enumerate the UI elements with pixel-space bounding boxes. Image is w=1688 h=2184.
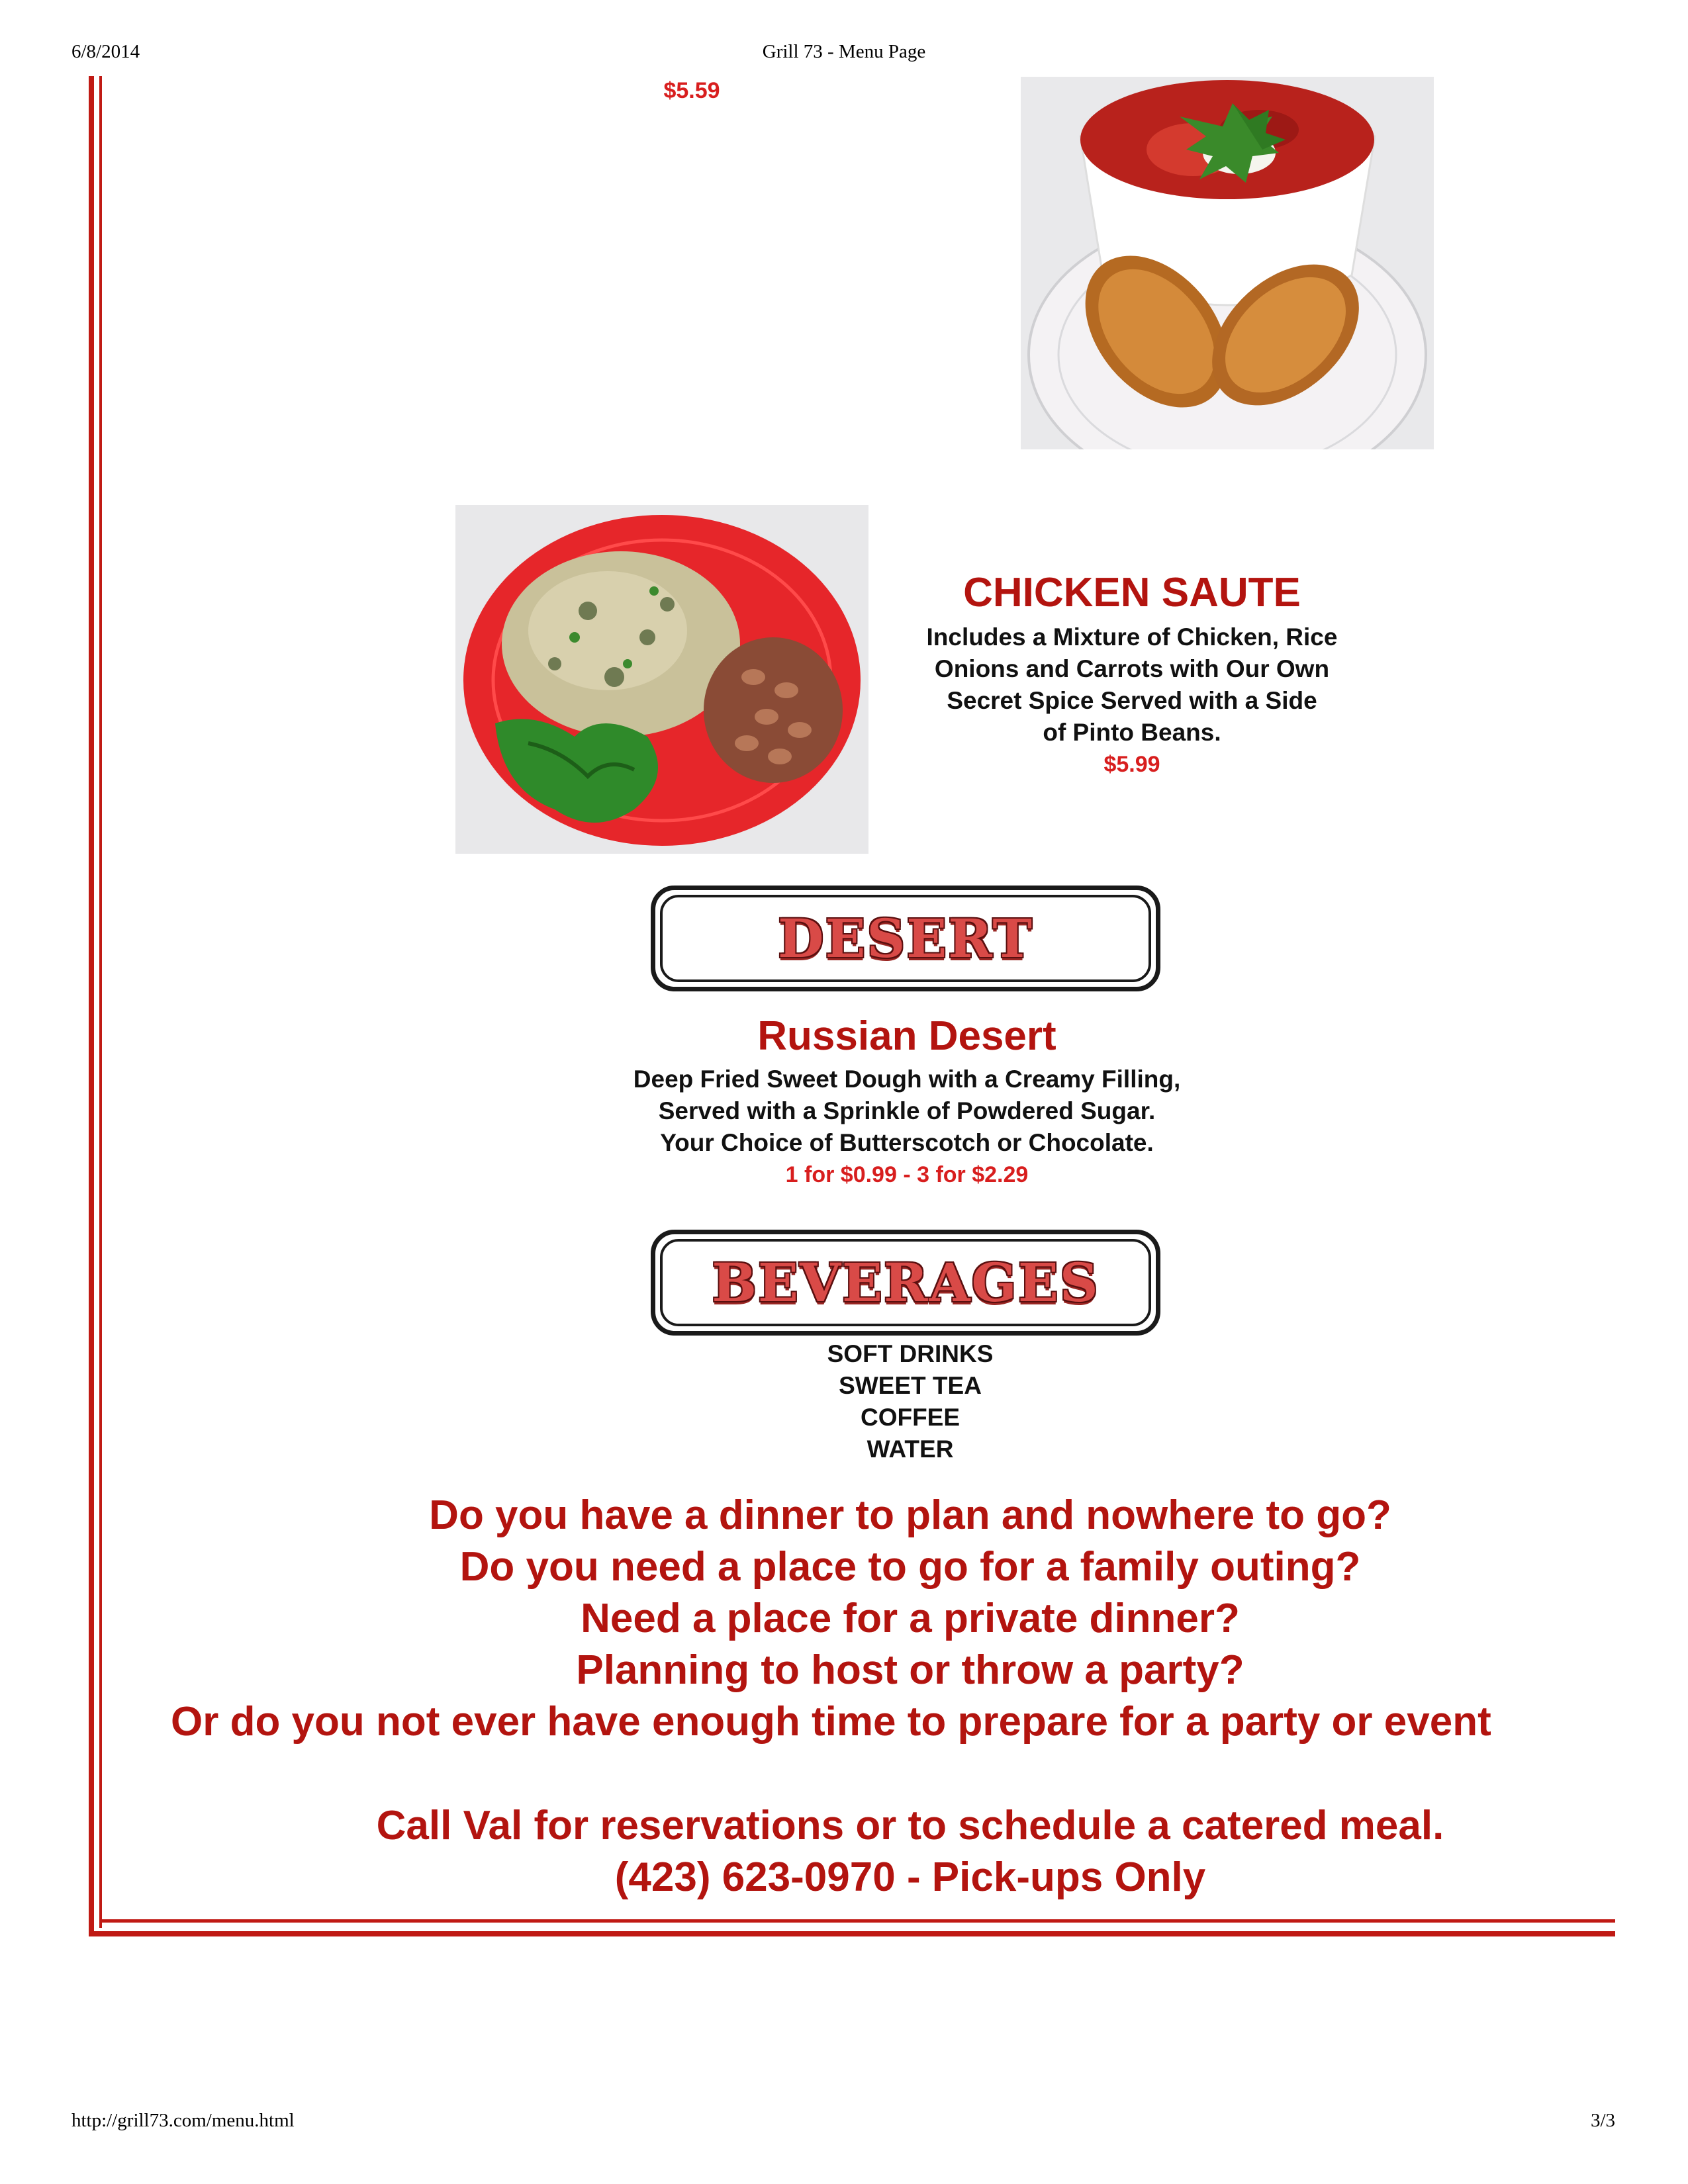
promo-line: Do you have a dinner to plan and nowhere to go?: [429, 1492, 1391, 1538]
beverage-item: WATER: [867, 1435, 954, 1463]
beverages-banner-text: BEVERAGES: [712, 1251, 1100, 1314]
russian-desert-desc-line: Served with a Sprinkle of Powdered Sugar.: [658, 1097, 1156, 1124]
beverage-item: COFFEE: [860, 1404, 961, 1431]
chicken-saute-title: CHICKEN SAUTE: [963, 570, 1301, 615]
left-border-inner: [99, 76, 102, 1928]
print-page-number: 3/3: [1590, 2110, 1615, 2131]
print-date: 6/8/2014: [71, 41, 140, 62]
promo-line: Do you need a place to go for a family outing?: [459, 1544, 1361, 1590]
chicken-saute-price: $5.99: [1103, 752, 1160, 777]
desert-section-banner: [651, 886, 1160, 991]
russian-desert-desc-line: Your Choice of Butterscotch or Chocolate.: [660, 1129, 1154, 1156]
beverages-section-banner: [651, 1230, 1160, 1336]
russian-desert-price: 1 for $0.99 - 3 for $2.29: [785, 1162, 1029, 1187]
russian-desert-desc-line: Deep Fried Sweet Dough with a Creamy Filling,: [633, 1066, 1181, 1093]
desert-banner-text: DESERT: [778, 907, 1033, 970]
bottom-border-inner: [99, 1919, 1615, 1923]
chicken-saute-desc-line: Onions and Carrots with Our Own: [934, 655, 1330, 682]
print-url: http://grill73.com/menu.html: [71, 2110, 295, 2131]
chicken-saute-desc-line: of Pinto Beans.: [1043, 719, 1221, 746]
print-title: Grill 73 - Menu Page: [762, 41, 926, 62]
promo-line-event: Or do you not ever have enough time to prepare for a party or event: [171, 1699, 1491, 1745]
beverage-item: SOFT DRINKS: [827, 1340, 994, 1367]
chicken-saute-photo: [455, 505, 868, 854]
russian-desert-title: Russian Desert: [757, 1013, 1056, 1059]
borscht-photo: [1021, 77, 1434, 449]
promo-call-text: Call Val for reservations or to schedule a catered meal.: [376, 1803, 1444, 1848]
previous-item-price: $5.59: [663, 78, 720, 103]
chicken-saute-desc-line: Includes a Mixture of Chicken, Rice: [926, 623, 1338, 651]
promo-line: Need a place for a private dinner?: [581, 1596, 1240, 1641]
promo-line: Planning to host or throw a party?: [576, 1647, 1244, 1693]
bottom-border-outer: [89, 1931, 1615, 1936]
left-border-outer: [89, 76, 94, 1936]
chicken-saute-desc-line: Secret Spice Served with a Side: [947, 687, 1317, 714]
beverage-item: SWEET TEA: [839, 1372, 982, 1399]
promo-phone: (423) 623-0970 - Pick-ups Only: [614, 1854, 1206, 1900]
beverages-list: [712, 1338, 1109, 1465]
